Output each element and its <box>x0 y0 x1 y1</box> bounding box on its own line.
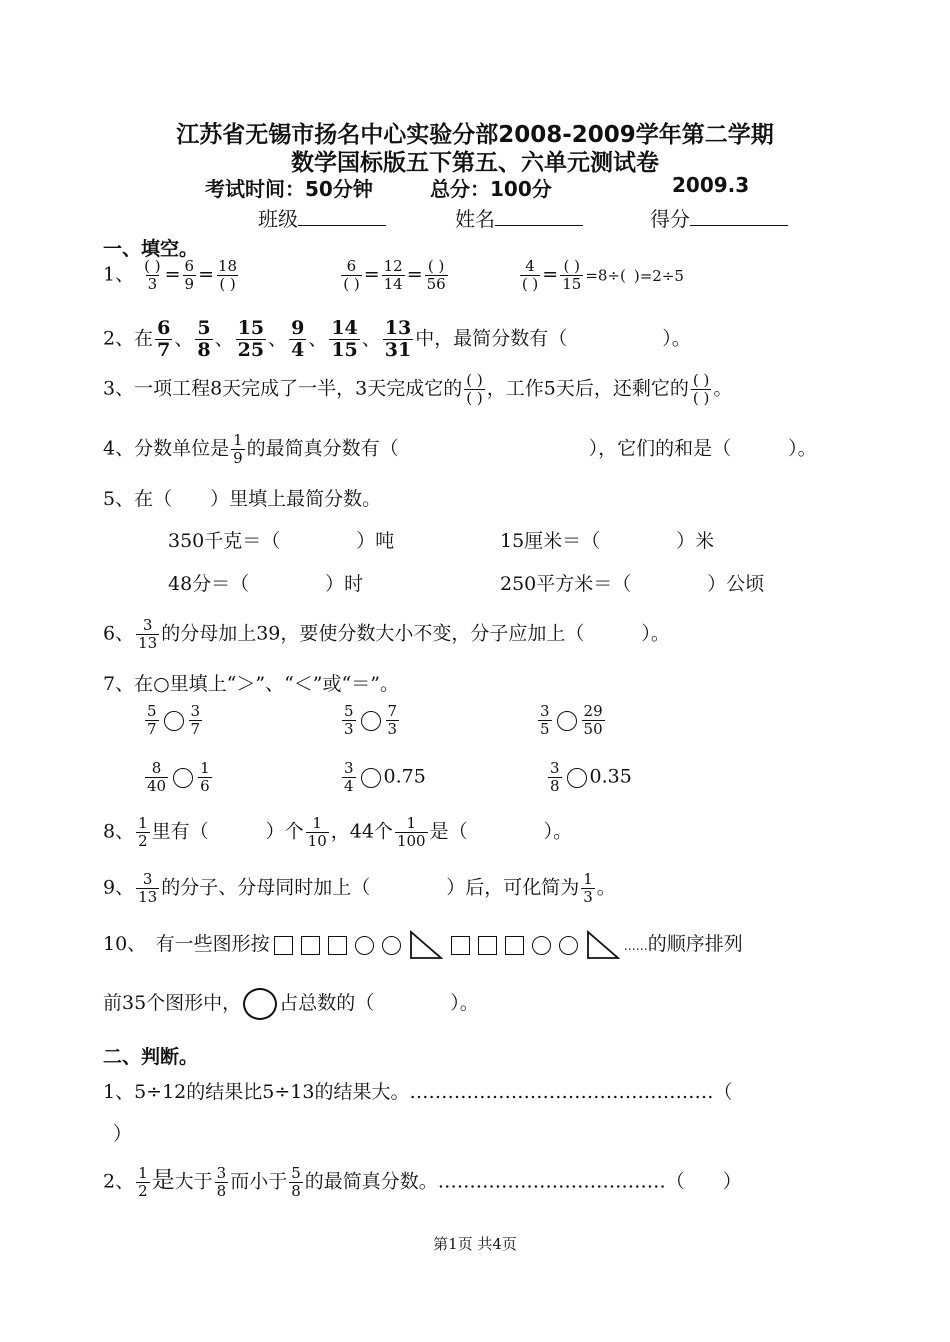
exam-time: 考试时间：50分钟 <box>205 177 373 201</box>
q2-separator: 、 <box>308 327 328 350</box>
question-4: 4、分数单位是 $\frac{1}{9}$ 的最简真分数有（ ），它们的和是（ ）。 <box>103 431 817 467</box>
page-footer: 第1页 共4页 <box>433 1235 517 1253</box>
question-1: 1、 ( ) 3 = $\frac{6}{9}$ = 18 ( ) 6 ( ) = $\frac{12}{14}$ = ( ) 56 4 ( ) = ( ) 15 =8÷( )=2÷5 <box>103 257 684 293</box>
exam-date: 2009.3 <box>672 173 750 197</box>
compare-circle[interactable] <box>557 711 577 731</box>
square-icon <box>478 936 497 955</box>
q2-separator: 、 <box>268 327 288 350</box>
q7-compare-4: $\frac{8}{40}$ $\frac{1}{6}$ <box>147 759 210 795</box>
title-line-2: 数学国标版五下第五、六单元测试卷 <box>291 150 659 176</box>
compare-circle[interactable] <box>567 768 587 788</box>
q7-compare-3: $\frac{3}{5}$ $\frac{29}{50}$ <box>540 702 603 738</box>
name-field[interactable] <box>455 203 583 232</box>
circle-icon <box>532 936 551 955</box>
q2-fraction-list <box>153 317 415 361</box>
fraction: 4 ( ) <box>521 257 539 293</box>
title-line-1: 江苏省无锡市扬名中心实验分部2008-2009学年第二学期 <box>176 122 774 148</box>
square-icon <box>451 936 470 955</box>
fraction: $\frac{1}{9}$ <box>233 431 243 467</box>
q5-item-length: 15厘米＝（ ）米 <box>500 530 715 552</box>
q2-fraction: $\frac{9}{4}$ <box>291 317 305 361</box>
triangle-icon <box>409 930 443 960</box>
question-10: 10、 有一些图形按 ……的顺序排列 <box>103 930 743 960</box>
square-icon <box>328 936 347 955</box>
fraction: $\frac{12}{14}$ <box>383 257 403 293</box>
fraction: ( ) 15 <box>562 257 582 293</box>
question-2: 2、在 $\frac{6}{7}$ 、 $\frac{5}{8}$ 、 $\frac{15}{25}$ 、 $\frac{9}{4}$ 、 $\frac{14}{15}$ 、 $\frac{13}{31}$ 中，最简分数有（ ）。 <box>103 317 691 361</box>
square-icon <box>301 936 320 955</box>
question-5: 5、在（ ）里填上最简分数。 <box>103 488 382 510</box>
square-icon <box>274 936 293 955</box>
q7-compare-5: $\frac{3}{4}$ 0.75 <box>344 759 426 795</box>
section-judge-heading: 二、判断。 <box>103 1046 199 1068</box>
question-6: 6、 $\frac{3}{13}$ 的分母加上39，要使分数大小不变，分子应加上（ ）。 <box>103 616 670 652</box>
q2-fraction: $\frac{6}{7}$ <box>157 317 171 361</box>
judge-2: 2、 $\frac{1}{2}$ 是大于 $\frac{3}{8}$ 而小于 $\frac{5}{8}$ 的最简真分数。………………………………（ ） <box>103 1164 742 1200</box>
fraction: ( ) 56 <box>426 257 446 293</box>
fraction: ( ) 3 <box>144 257 161 293</box>
compare-circle[interactable] <box>173 768 193 788</box>
judge-1: 1、5÷12的结果比5÷13的结果大。…………………………………………（ <box>103 1081 733 1103</box>
q2-fraction: $\frac{15}{25}$ <box>237 317 265 361</box>
score-blank[interactable] <box>690 207 788 226</box>
circle-icon <box>355 936 374 955</box>
question-10-line-2: 前35个图形中， 占总数的（ ）。 <box>103 988 479 1020</box>
section-fill-blank-heading: 一、填空。 <box>103 238 199 260</box>
fraction-blank[interactable]: ( ) ( ) <box>692 371 710 407</box>
q7-compare-1: $\frac{5}{7}$ $\frac{3}{7}$ <box>147 702 201 738</box>
square-icon <box>505 936 524 955</box>
q5-item-time: 48分＝（ ）时 <box>168 573 364 595</box>
q5-item-area: 250平方米＝（ ）公顷 <box>500 573 765 595</box>
q2-separator: 、 <box>361 327 381 350</box>
total-score: 总分：100分 <box>430 177 552 201</box>
score-label: 得分 <box>650 207 690 231</box>
question-3: 3、一项工程8天完成了一半，3天完成它的 ( ) ( ) ，工作5天后，还剩它的 ( ) ( ) 。 <box>103 371 733 407</box>
q2-fraction: $\frac{13}{31}$ <box>384 317 412 361</box>
q2-separator: 、 <box>174 327 194 350</box>
score-field[interactable] <box>650 203 788 232</box>
class-field[interactable] <box>258 203 386 232</box>
ellipsis: …… <box>623 939 648 953</box>
question-8: 8、 $\frac{1}{2}$ 里有（ ）个 $\frac{1}{10}$ ，44个 $\frac{1}{100}$ 是（ ）。 <box>103 814 573 850</box>
big-circle-icon <box>243 988 277 1020</box>
fraction: $\frac{3}{13}$ <box>138 616 158 652</box>
shape-sequence <box>270 933 624 955</box>
circle-icon <box>559 936 578 955</box>
q2-fraction: $\frac{14}{15}$ <box>331 317 358 361</box>
q2-fraction: $\frac{5}{8}$ <box>197 317 211 361</box>
compare-circle[interactable] <box>361 768 381 788</box>
q5-item-weight: 350千克＝（ ）吨 <box>168 530 395 552</box>
fraction: 18 ( ) <box>218 257 238 293</box>
name-blank[interactable] <box>495 207 583 226</box>
q7-compare-6: $\frac{3}{8}$ 0.35 <box>550 759 632 795</box>
name-label: 姓名 <box>455 207 495 231</box>
question-7: 7、在○里填上“＞”、“＜”或“＝”。 <box>103 673 399 695</box>
triangle-icon <box>586 930 620 960</box>
fraction: 6 ( ) <box>343 257 360 293</box>
q7-compare-2: $\frac{5}{3}$ $\frac{7}{3}$ <box>344 702 398 738</box>
judge-1-close[interactable]: ） <box>113 1123 133 1145</box>
circle-icon <box>382 936 401 955</box>
fraction: $\frac{6}{9}$ <box>184 257 195 293</box>
question-9: 9、 $\frac{3}{13}$ 的分子、分母同时加上（ ）后，可化简为 $\frac{1}{3}$ 。 <box>103 870 616 906</box>
class-label: 班级 <box>258 207 298 231</box>
class-blank[interactable] <box>298 207 386 226</box>
compare-circle[interactable] <box>361 711 381 731</box>
q2-separator: 、 <box>214 327 234 350</box>
fraction-blank[interactable]: ( ) ( ) <box>466 371 483 407</box>
compare-circle[interactable] <box>164 711 184 731</box>
